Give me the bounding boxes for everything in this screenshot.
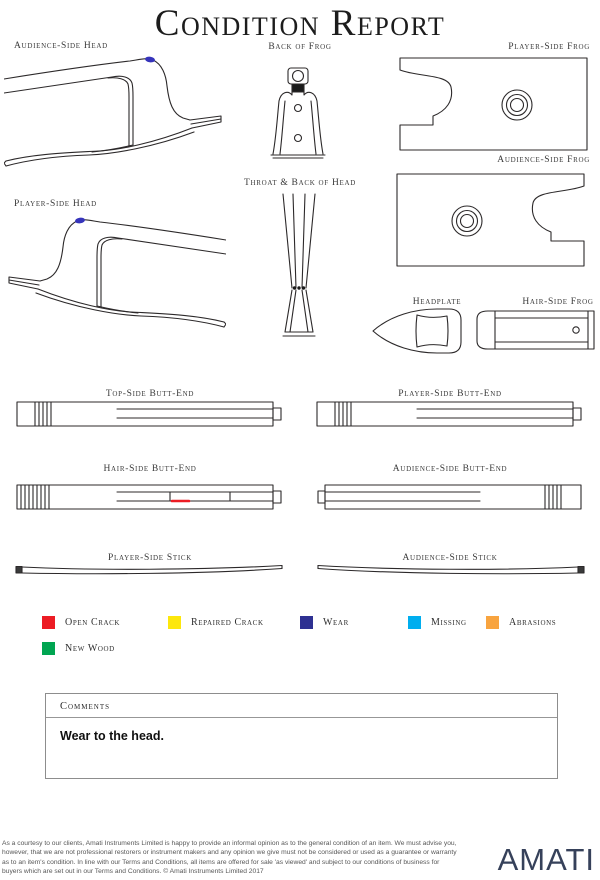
label-audience-side-butt-end: Audience-Side Butt-End: [392, 464, 508, 474]
player-side-frog-drawing: [394, 56, 590, 152]
label-hair-side-butt-end: Hair-Side Butt-End: [103, 464, 197, 474]
wear-mark: [75, 217, 86, 224]
missing-swatch-icon: [408, 616, 421, 629]
legend-item-wear: [300, 615, 349, 629]
legend-label: Wear: [323, 616, 349, 628]
legend-label: Repaired Crack: [191, 616, 264, 628]
label-back-of-frog: Back of Frog: [268, 42, 332, 52]
wear-swatch-icon: [300, 616, 313, 629]
legend-label: Abrasions: [509, 616, 557, 628]
label-throat-and-back-of-head: Throat & Back of Head: [243, 178, 357, 188]
repaired-crack-swatch-icon: [168, 616, 181, 629]
label-audience-side-stick: Audience-Side Stick: [402, 553, 498, 563]
legend-label: New Wood: [65, 642, 115, 654]
legend-item-abrasions: [486, 615, 556, 629]
label-audience-side-frog: Audience-Side Frog: [497, 155, 590, 165]
audience-side-frog-drawing: [394, 172, 590, 268]
label-player-side-frog: Player-Side Frog: [508, 42, 590, 52]
hair-side-butt-end-drawing: [16, 483, 284, 511]
label-player-side-butt-end: Player-Side Butt-End: [398, 389, 502, 399]
player-side-butt-end-drawing: [316, 400, 584, 428]
top-side-butt-end-drawing: [16, 400, 284, 428]
open-crack-swatch-icon: [42, 616, 55, 629]
page-title: Condition Report: [154, 3, 446, 44]
legend-item-open-crack: [42, 615, 120, 629]
hair-side-frog-drawing: [476, 310, 598, 350]
comments-header: Comments: [46, 694, 557, 718]
player-side-head-drawing: [4, 214, 226, 336]
legend-label: Open Crack: [65, 616, 121, 628]
label-audience-side-head: Audience-Side Head: [14, 41, 108, 51]
throat-and-back-of-head-drawing: [276, 192, 322, 342]
legend-item-missing: [408, 615, 467, 629]
label-player-side-head: Player-Side Head: [14, 199, 97, 209]
legend-item-new-wood: [42, 641, 115, 655]
back-of-frog-drawing: [268, 66, 328, 161]
headplate-drawing: [371, 306, 463, 356]
label-headplate: Headplate: [412, 297, 462, 307]
audience-side-head-drawing: [4, 53, 226, 175]
audience-side-stick-drawing: [314, 561, 586, 579]
legend-label: Missing: [431, 616, 467, 628]
label-player-side-stick: Player-Side Stick: [108, 553, 192, 563]
new-wood-swatch-icon: [42, 642, 55, 655]
amati-logo: AMATI: [497, 842, 595, 877]
comments-box: [45, 693, 558, 779]
label-top-side-butt-end: Top-Side Butt-End: [105, 389, 195, 399]
label-hair-side-frog: Hair-Side Frog: [522, 297, 594, 307]
player-side-stick-drawing: [14, 561, 286, 579]
abrasions-swatch-icon: [486, 616, 499, 629]
audience-side-butt-end-drawing: [316, 483, 584, 511]
footer-disclaimer: As a courtesy to our clients, Amati Instruments Limited is happy to provide an informal opinion as to the general condition of an item. We must advise you, however, that we are not professional restorers or instrument makers and any opinion we give must not be considered or used as a guarantee or warranty as to an item's condition. In line with our Terms and Conditions, all items are offered for sale 'as viewed' and subject to our conditions of business for buyers which are set out in our Terms and Conditions. © Amati Instruments Limited 2017: [2, 840, 457, 876]
legend-item-repaired-crack: [168, 615, 264, 629]
comments-text: Wear to the head.: [60, 729, 164, 743]
wear-mark: [145, 56, 156, 63]
